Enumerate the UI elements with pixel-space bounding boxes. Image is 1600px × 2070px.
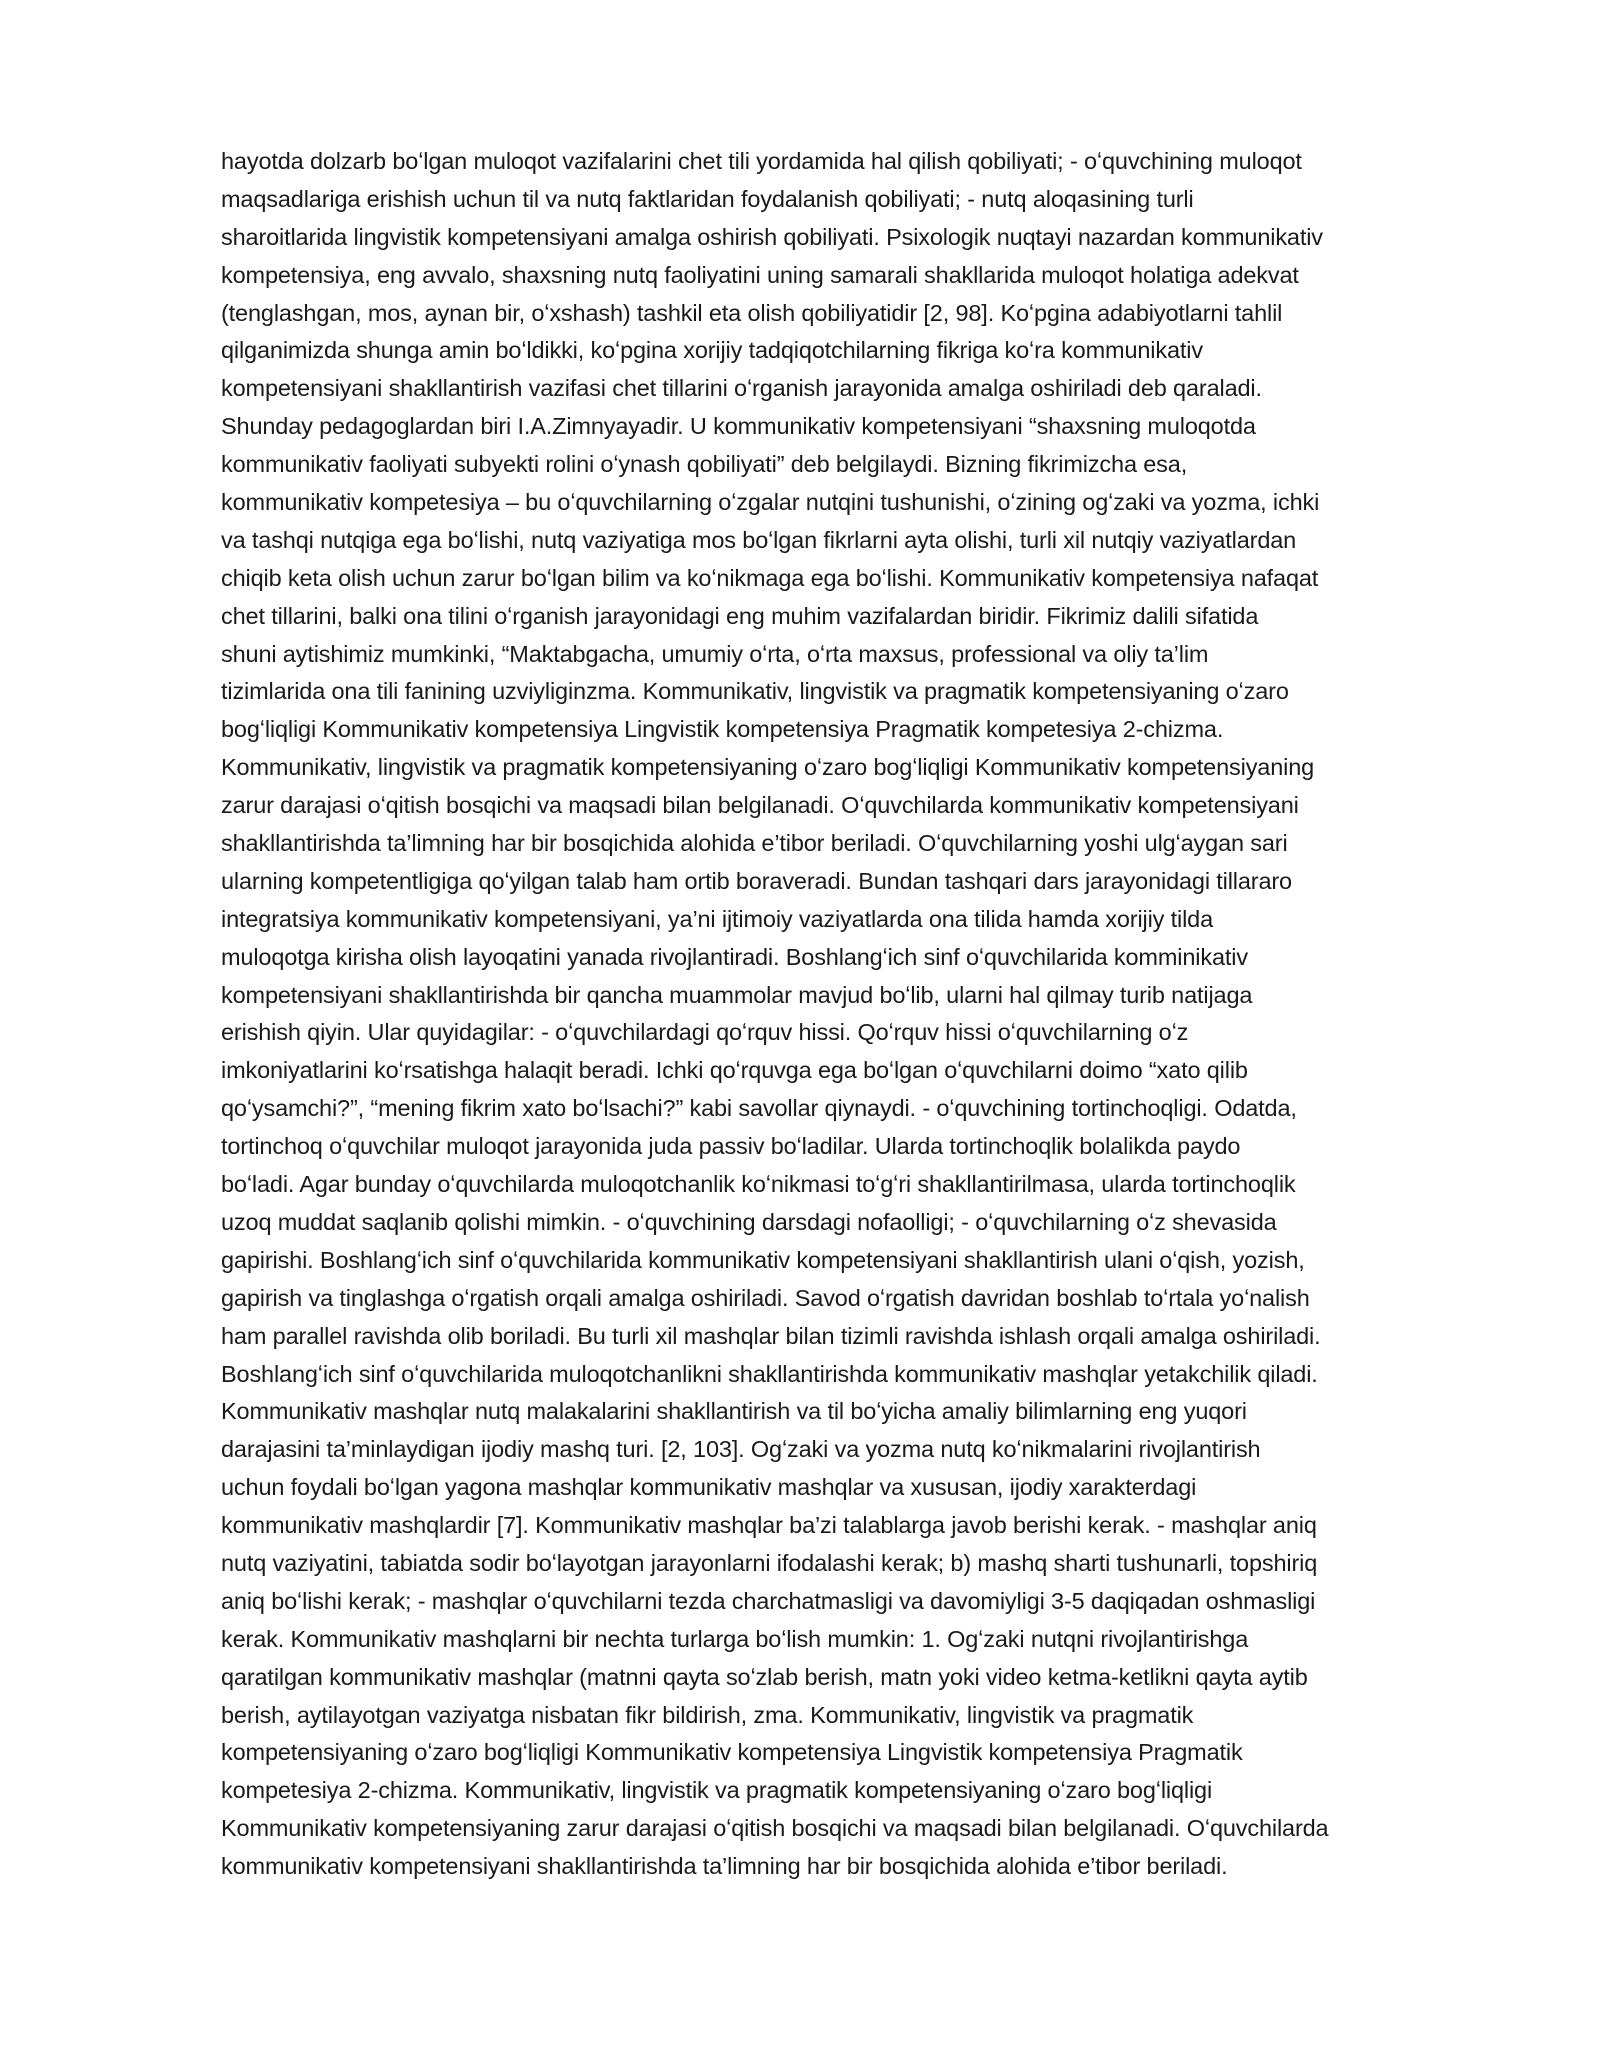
text-line: nutq vaziyatini, tabiatda sodir boʻlayotgan jarayonlarni ifodalashi kerak; b) mashq sharti tushunarli, topshiriq [221, 1549, 1318, 1576]
text-line: kompetensiyani shakllantirishda bir qancha muammolar mavjud boʻlib, ularni hal qilmay turib natijaga [221, 981, 1253, 1008]
text-line: gapirish va tinglashga oʻrgatish orqali amalga oshiriladi. Savod oʻrgatish davridan boshlab toʻrtala yoʻnalish [221, 1284, 1310, 1311]
text-line: berish, aytilayotgan vaziyatga nisbatan fikr bildirish, zma. Kommunikativ, lingvistik va pragmatik [221, 1701, 1194, 1728]
text-line: kompetensiyaning oʻzaro bogʻliqligi Kommunikativ kompetensiya Lingvistik kompetensiya Pragmatik [221, 1739, 1243, 1766]
text-line: qilganimizda shunga amin boʻldikki, koʻpgina xorijiy tadqiqotchilarning fikriga koʻra kommunikativ [221, 337, 1203, 364]
text-line: zarur darajasi oʻqitish bosqichi va maqsadi bilan belgilanadi. Oʻquvchilarda kommunikativ kompetensiyani [221, 792, 1299, 819]
text-line: shuni aytishimiz mumkinki, “Maktabgacha, umumiy oʻrta, oʻrta maxsus, professional va oliy ta’lim [221, 640, 1209, 667]
text-line: Kommunikativ, lingvistik va pragmatik kompetensiyaning oʻzaro bogʻliqligi Kommunikativ kompetensiyaning [221, 754, 1315, 781]
text-line: shakllantirishda ta’limning har bir bosqichida alohida e’tibor beriladi. Oʻquvchilarning yoshi ulgʻaygan sari [221, 830, 1288, 857]
text-line: bogʻliqligi Kommunikativ kompetensiya Lingvistik kompetensiya Pragmatik kompetesiya 2-chizma. [221, 716, 1224, 743]
text-line: chet tillarini, balki ona tilini oʻrganish jarayonidagi eng muhim vazifalardan biridir. Fikrimiz dalili sifatida [221, 602, 1259, 629]
text-line: ularning kompetentligiga qoʻyilgan talab ham ortib boraveradi. Bundan tashqari dars jarayonidagi tillararo [221, 867, 1292, 894]
text-line: ham parallel ravishda olib boriladi. Bu turli xil mashqlar bilan tizimli ravishda ishlash orqali amalga oshiriladi. [221, 1322, 1321, 1349]
text-line: uzoq muddat saqlanib qolishi mimkin. - oʻquvchining darsdagi nofaolligi; - oʻquvchilarning oʻz shevasida [221, 1208, 1277, 1235]
text-line: kompetensiyani shakllantirish vazifasi chet tillarini oʻrganish jarayonida amalga oshiriladi deb qaraladi. [221, 375, 1262, 402]
text-line: uchun foydali boʻlgan yagona mashqlar kommunikativ mashqlar va xususan, ijodiy xarakterdagi [221, 1474, 1197, 1501]
text-line: kompetesiya 2-chizma. Kommunikativ, lingvistik va pragmatik kompetensiyaning oʻzaro bogʻliqligi [221, 1777, 1213, 1804]
text-line: kommunikativ kompetesiya – bu oʻquvchilarning oʻzgalar nutqini tushunishi, oʻzining ogʻzaki va yozma, ichki [221, 489, 1320, 516]
text-line: tizimlarida ona tili fanining uzviyliginzma. Kommunikativ, lingvistik va pragmatik kompetensiyaning oʻzaro [221, 678, 1289, 705]
text-line: kerak. Kommunikativ mashqlarni bir nechta turlarga boʻlish mumkin: 1. Ogʻzaki nutqni rivojlantirishga [221, 1625, 1249, 1652]
text-line: imkoniyatlarini koʻrsatishga halaqit beradi. Ichki qoʻrquvga ega boʻlgan oʻquvchilarni doimo “xato qilib [221, 1057, 1248, 1084]
text-line: Boshlangʻich sinf oʻquvchilarida muloqotchanlikni shakllantirishda kommunikativ mashqlar yetakchilik qiladi. [221, 1360, 1318, 1387]
text-line: kommunikativ faoliyati subyekti rolini oʻynash qobiliyati” deb belgilaydi. Bizning fikrimizcha esa, [221, 451, 1188, 478]
text-line: kommunikativ kompetensiyani shakllantirishda ta’limning har bir bosqichida alohida e’tibor beriladi. [221, 1853, 1228, 1880]
text-line: Kommunikativ kompetensiyaning zarur darajasi oʻqitish bosqichi va maqsadi bilan belgilanadi. Oʻquvchilarda [221, 1815, 1329, 1842]
text-line: gapirishi. Boshlangʻich sinf oʻquvchilarida kommunikativ kompetensiyani shakllantirish ulani oʻqish, yozish, [221, 1246, 1305, 1273]
text-line: va tashqi nutqiga ega boʻlishi, nutq vaziyatiga mos boʻlgan fikrlarni ayta olishi, turli xil nutqiy vaziyatlardan [221, 526, 1297, 553]
text-line: kompetensiya, eng avvalo, shaxsning nutq faoliyatini uning samarali shakllarida muloqot holatiga adekvat [221, 261, 1299, 288]
text-line: qaratilgan kommunikativ mashqlar (matnni qayta soʻzlab berish, matn yoki video ketma-ketlikni qayta aytib [221, 1663, 1308, 1690]
text-line: Kommunikativ mashqlar nutq malakalarini shakllantirish va til boʻyicha amaliy bilimlarning eng yuqori [221, 1398, 1247, 1425]
text-line: boʻladi. Agar bunday oʻquvchilarda muloqotchanlik koʻnikmasi toʻgʻri shakllantirilmasa, ularda tortinchoqlik [221, 1171, 1296, 1198]
body-text [221, 143, 1489, 1886]
text-line: tortinchoq oʻquvchilar muloqot jarayonida juda passiv boʻladilar. Ularda tortinchoqlik bolalikda paydo [221, 1133, 1241, 1160]
text-line: aniq boʻlishi kerak; - mashqlar oʻquvchilarni tezda charchatmasligi va davomiyligi 3-5 daqiqadan oshmasligi [221, 1587, 1316, 1614]
text-line: kommunikativ mashqlardir [7]. Kommunikativ mashqlar ba’zi talablarga javob berishi kerak. - mashqlar aniq [221, 1512, 1317, 1539]
text-line: Shunday pedagoglardan biri I.A.Zimnyayadir. U kommunikativ kompetensiyani “shaxsning muloqotda [221, 413, 1256, 440]
text-line: qoʻysamchi?”, “mening fikrim xato boʻlsachi?” kabi savollar qiynaydi. - oʻquvchining tortinchoqligi. Odatda, [221, 1095, 1297, 1122]
text-line: chiqib keta olish uchun zarur boʻlgan bilim va koʻnikmaga ega boʻlishi. Kommunikativ kompetensiya nafaqat [221, 564, 1319, 591]
text-line: maqsadlariga erishish uchun til va nutq faktlaridan foydalanish qobiliyati; - nutq aloqasining turli [221, 185, 1194, 212]
text-line: integratsiya kommunikativ kompetensiyani, ya’ni ijtimoiy vaziyatlarda ona tilida hamda xorijiy tilda [221, 905, 1214, 932]
text-line: darajasini ta’minlaydigan ijodiy mashq turi. [2, 103]. Ogʻzaki va yozma nutq koʻnikmalarini rivojlantirish [221, 1436, 1261, 1463]
text-line: hayotda dolzarb boʻlgan muloqot vazifalarini chet tili yordamida hal qilish qobiliyati; - oʻquvchining muloqot [221, 148, 1302, 174]
text-line: (tenglashgan, mos, aynan bir, oʻxshash) tashkil eta olish qobiliyatidir [2, 98]. Koʻpgina adabiyotlarni tahlil [221, 299, 1283, 326]
text-line: muloqotga kirisha olish layoqatini yanada rivojlantiradi. Boshlangʻich sinf oʻquvchilarida komminikativ [221, 943, 1248, 970]
text-line: erishish qiyin. Ular quyidagilar: - oʻquvchilardagi qoʻrquv hissi. Qoʻrquv hissi oʻquvchilarning oʻz [221, 1019, 1189, 1046]
text-line: sharoitlarida lingvistik kompetensiyani amalga oshirish qobiliyati. Psixologik nuqtayi nazardan kommunikativ [221, 223, 1323, 250]
